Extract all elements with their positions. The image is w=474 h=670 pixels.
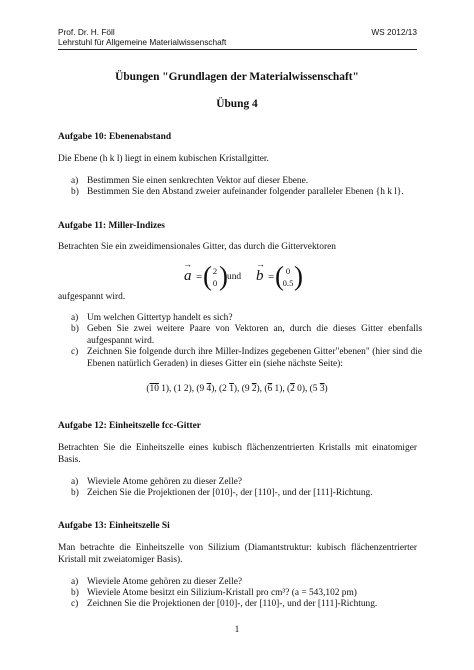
a10-item-b-text: Bestimmen Sie den Abstand zweier aufeinander folgender paralleler Ebenen {h k l}. [87, 187, 404, 197]
right-paren: ) [219, 261, 228, 291]
a12-item-b-label: b) [71, 488, 79, 498]
a12-item-a-text: Wieviele Atome gehören zu dieser Zelle? [87, 477, 243, 487]
miller-index-h: 2 [222, 384, 227, 394]
miller-index-h: 5 [312, 384, 318, 394]
miller-index-h: 9 [199, 384, 205, 394]
a13-item-a-text: Wieviele Atome gehören zu dieser Zelle? [87, 577, 243, 587]
a10-item-a-text: Bestimmen Sie einen senkrechten Vektor auf dieser Ebene. [87, 176, 309, 186]
miller-index: (9 2) [241, 384, 260, 394]
vector-a-x: 2 [212, 266, 218, 276]
equals-sign: = [196, 271, 203, 283]
a13-item-a-label: a) [71, 577, 79, 587]
miller-index-h: 9 [244, 384, 250, 394]
a11-item-c-label: c) [71, 347, 79, 357]
a10-heading: Aufgabe 10: Ebenenabstand [58, 132, 172, 142]
vector-b-y: 0.5 [282, 278, 294, 288]
vector-arrow-icon: → [256, 259, 265, 269]
a10-item-a-label: a) [71, 176, 79, 186]
header-rule [58, 49, 417, 50]
vector-b-x: 0 [285, 266, 291, 276]
miller-index: (2 0) [287, 384, 305, 394]
miller-index-k: 4 [206, 384, 212, 394]
miller-index-list: (10 1), (1 2), (9 4), (2 1), (9 2), (6 1), (2 0), (5 3) [146, 384, 328, 394]
vector-a-symbol: a [184, 268, 192, 284]
a13-intro: Man betrachte die Einheitszelle von Silizium (Diamantstruktur: kubisch flächenzentrierter Kristall mit zweiatomiger Basis). [58, 543, 417, 565]
a11-item-c-text: Zeichnen Sie folgende durch ihre Miller-Indizes gegebenen Gitter"ebenen" (hier sind die Ebenen natürlich Geraden) in dieses Gitter ein (siehe nächste Seite): [87, 347, 422, 369]
miller-index-k: 2 [183, 384, 189, 394]
vector-b [253, 259, 313, 294]
miller-index-k: 3 [319, 384, 325, 394]
a12-heading: Aufgabe 12: Einheitszelle fcc-Gitter [58, 421, 201, 431]
page-title: Übungen "Grundlagen der Materialwissenschaft" [115, 71, 359, 83]
right-paren: ) [294, 261, 303, 291]
vector-arrow-icon: → [183, 259, 192, 269]
equals-sign: = [268, 271, 275, 283]
miller-index-k: 0 [297, 384, 302, 394]
a13-item-b-text: Wieviele Atome besitzt ein Silizium-Kristall pro cm³? (a = 543,102 pm) [87, 588, 357, 598]
miller-index: (9 4) [196, 384, 215, 394]
miller-index: (1 2) [173, 384, 192, 394]
a11-item-a-text: Um welchen Gittertyp handelt es sich? [87, 313, 233, 323]
miller-index-h: 1 [176, 384, 182, 394]
a10-item-b-label: b) [71, 187, 79, 197]
miller-index-k: 1 [229, 384, 234, 394]
miller-index: (6 1) [264, 384, 283, 394]
a11-item-b-label: b) [71, 324, 79, 334]
and-word: und [227, 272, 242, 282]
header-chair: Lehrstuhl für Allgemeine Materialwissenschaft [58, 37, 227, 47]
left-paren: ( [203, 261, 212, 291]
left-paren: ( [275, 261, 284, 291]
miller-index-k: 2 [251, 384, 257, 394]
header-semester: WS 2012/13 [371, 27, 417, 37]
vector-b-symbol: b [256, 268, 264, 284]
exercise-number: Übung 4 [216, 98, 258, 110]
a13-item-b-label: b) [71, 588, 79, 598]
a11-spanned: aufgespannt wird. [58, 292, 126, 302]
a11-item-a-label: a) [71, 313, 79, 323]
a12-intro: Betrachten Sie die Einheitszelle eines kubisch flächenzentrierten Kristalls mit einatomiger Basis. [58, 443, 417, 465]
page-number: 1 [234, 625, 240, 635]
miller-index-h: 2 [290, 384, 295, 394]
miller-index-k: 1 [274, 384, 280, 394]
a11-heading: Aufgabe 11: Miller-Indizes [58, 221, 165, 231]
a11-intro: Betrachten Sie ein zweidimensionales Gitter, das durch die Gittervektoren [58, 242, 336, 252]
a12-item-a-label: a) [71, 477, 79, 487]
vector-a [180, 259, 230, 294]
a12-item-b-text: Zeichen Sie die Projektionen der [010]-, der [110]-, und der [111]-Richtung. [87, 488, 373, 498]
a13-item-c-label: c) [71, 599, 79, 609]
a11-item-b-text: Geben Sie zwei weitere Paare von Vektoren an, durch die dieses Gitter ebenfalls aufgespannt wird. [87, 324, 422, 346]
a10-intro: Die Ebene (h k l) liegt in einem kubischen Kristallgitter. [58, 154, 269, 164]
vector-a-y: 0 [212, 278, 218, 288]
miller-index-k: 1 [161, 384, 166, 394]
a13-item-c-text: Zeichnen Sie die Projektionen der [010]-, der [110]-, und der [111]-Richtung. [87, 599, 378, 609]
miller-index-h: 6 [267, 384, 273, 394]
miller-index-h: 10 [149, 384, 159, 394]
header-author: Prof. Dr. H. Föll [58, 27, 115, 37]
miller-index: (10 1) [146, 384, 170, 394]
miller-index: (5 3) [309, 384, 328, 394]
miller-index: (2 1) [219, 384, 237, 394]
a13-heading: Aufgabe 13: Einheitszelle Si [58, 521, 170, 531]
